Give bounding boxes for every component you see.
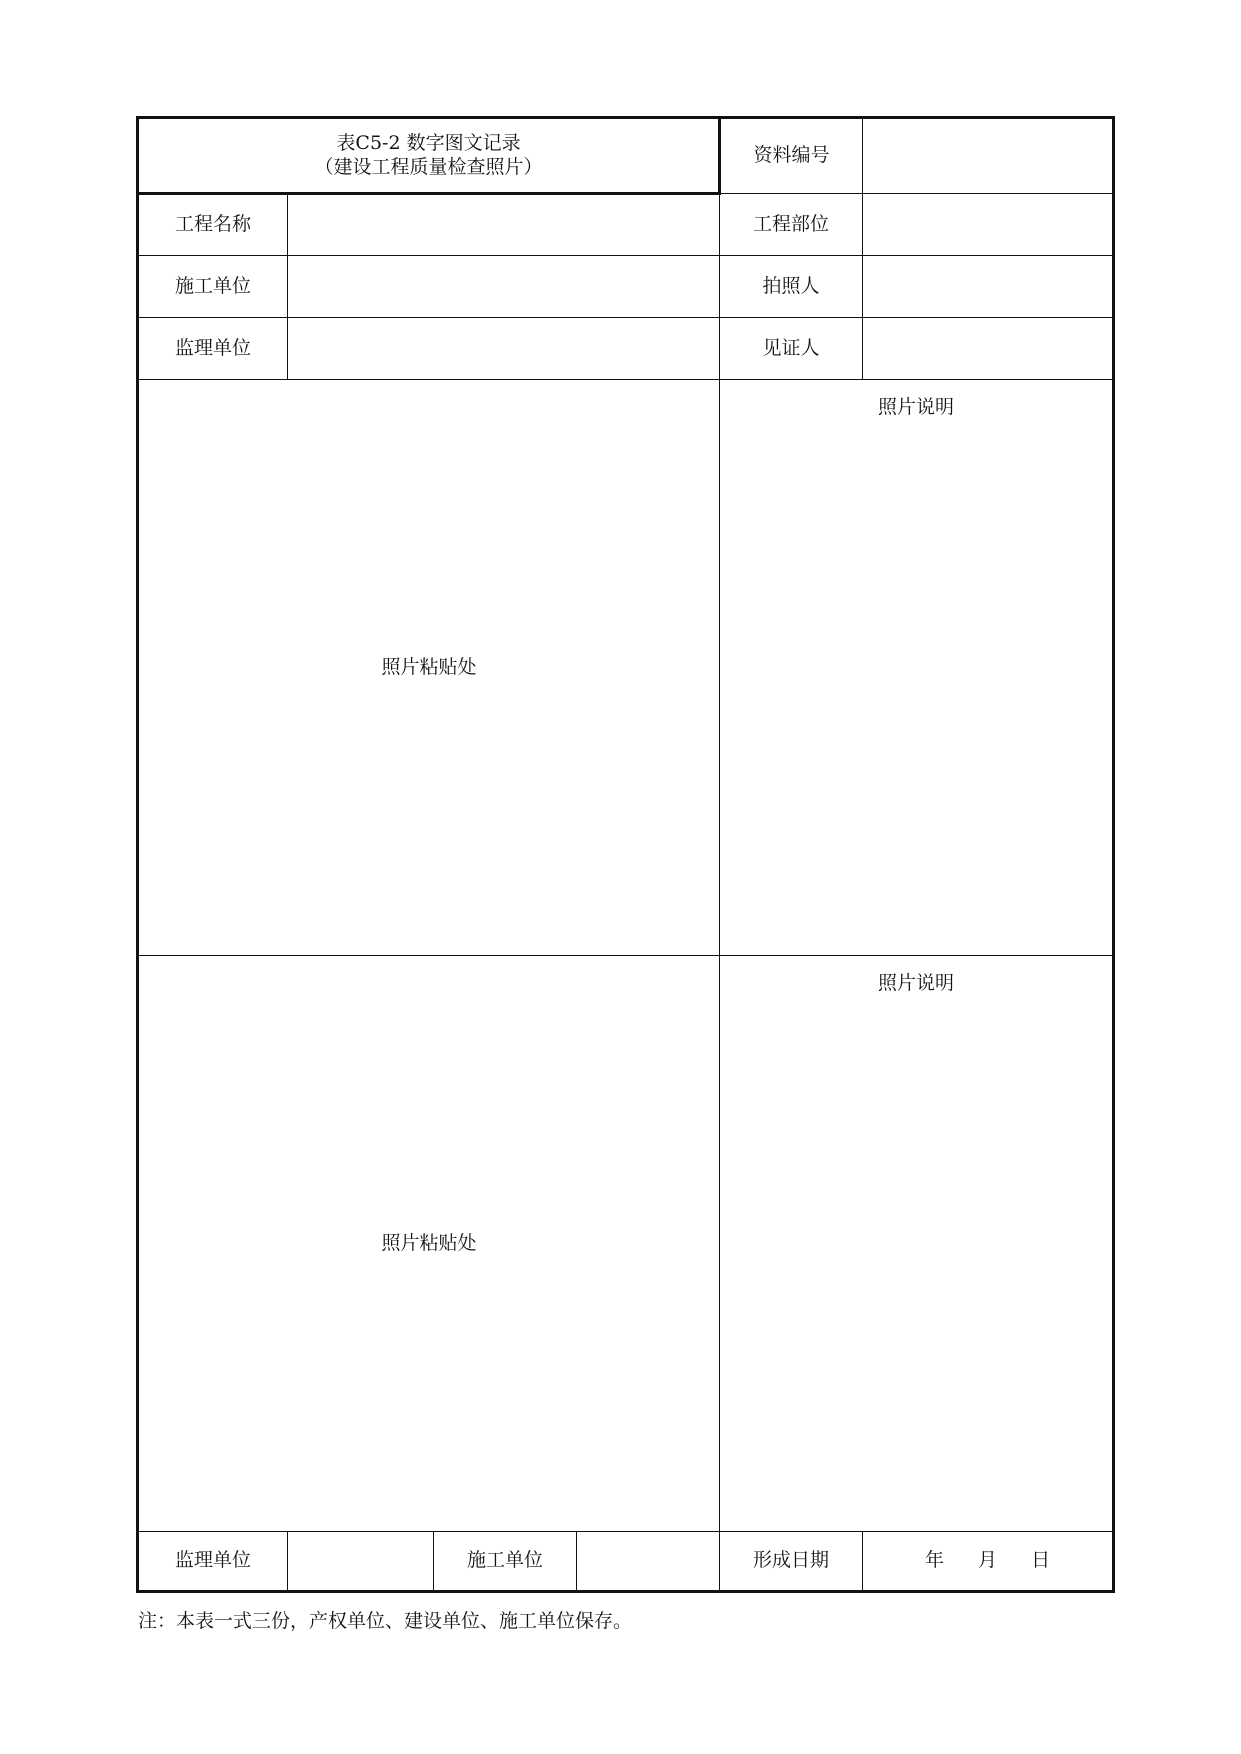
project-name-label: 工程名称 xyxy=(138,194,288,256)
date-year-label: 年 xyxy=(924,1549,944,1572)
witness-field[interactable] xyxy=(863,318,1114,380)
doc-number-field[interactable] xyxy=(863,118,1114,194)
supervisor-label: 监理单位 xyxy=(138,318,288,380)
footer-construction-label: 施工单位 xyxy=(434,1532,577,1592)
formation-date-field[interactable] xyxy=(863,1532,1114,1592)
photographer-field[interactable] xyxy=(863,256,1114,318)
info-row-supervisor xyxy=(138,318,1114,380)
photo-paste-label-2: 照片粘贴处 xyxy=(381,1231,477,1254)
info-row-project xyxy=(138,194,1114,256)
photo-row-1 xyxy=(138,380,1114,956)
project-part-field[interactable] xyxy=(863,194,1114,256)
title-row xyxy=(138,118,1114,194)
project-name-field[interactable] xyxy=(288,194,720,256)
photo-paste-label-1: 照片粘贴处 xyxy=(381,655,477,678)
photo-record-form xyxy=(136,116,1115,1593)
footer-supervision-field[interactable] xyxy=(288,1532,434,1592)
photo-description-2[interactable] xyxy=(720,956,1114,1532)
form-title-line2: （建设工程质量检查照片） xyxy=(314,155,543,178)
photo-description-label-1: 照片说明 xyxy=(878,396,955,418)
photo-paste-area-1[interactable] xyxy=(138,380,720,956)
doc-number-label: 资料编号 xyxy=(720,118,863,194)
supervisor-field[interactable] xyxy=(288,318,720,380)
footnote: 注：本表一式三份，产权单位、建设单位、施工单位保存。 xyxy=(138,1610,633,1632)
formation-date-label: 形成日期 xyxy=(720,1532,863,1592)
date-day-label: 日 xyxy=(1031,1549,1051,1572)
footer-construction-field[interactable] xyxy=(577,1532,720,1592)
form-title-line1: 表C5-2 数字图文记录 xyxy=(336,131,521,154)
contractor-label: 施工单位 xyxy=(138,256,288,318)
date-month-label: 月 xyxy=(978,1549,998,1572)
project-part-label: 工程部位 xyxy=(720,194,863,256)
form-title xyxy=(138,118,720,194)
photo-paste-area-2[interactable] xyxy=(138,956,720,1532)
photographer-label: 拍照人 xyxy=(720,256,863,318)
info-row-contractor xyxy=(138,256,1114,318)
photo-description-label-2: 照片说明 xyxy=(878,972,955,994)
footer-supervision-label: 监理单位 xyxy=(138,1532,288,1592)
witness-label: 见证人 xyxy=(720,318,863,380)
contractor-field[interactable] xyxy=(288,256,720,318)
photo-row-2 xyxy=(138,956,1114,1532)
photo-description-1[interactable] xyxy=(720,380,1114,956)
signature-row xyxy=(138,1532,1114,1592)
